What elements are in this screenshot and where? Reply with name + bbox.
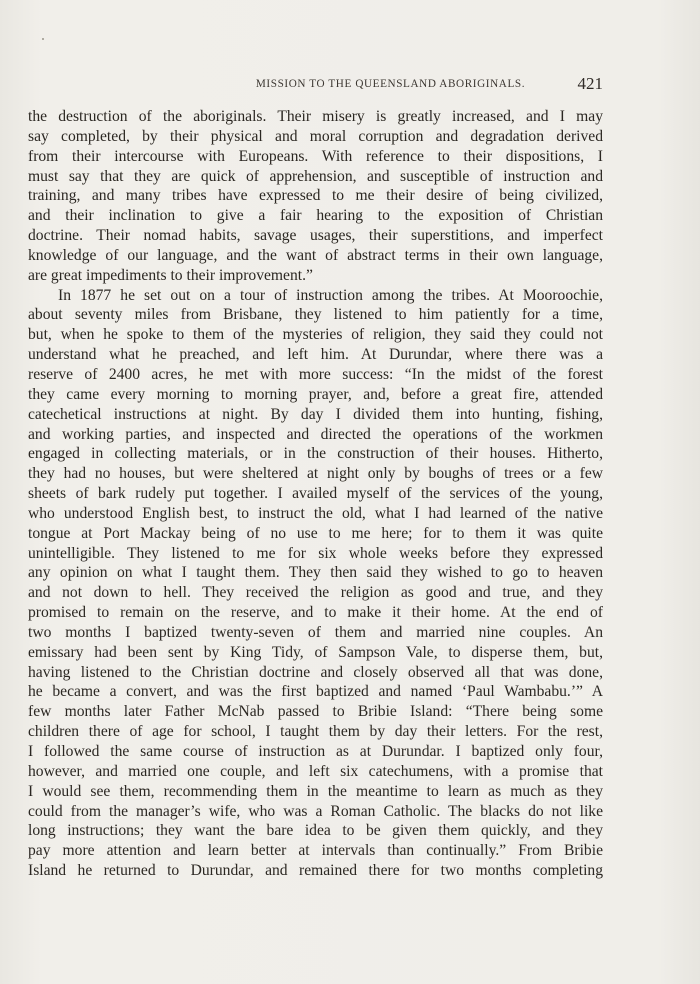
text-line: could from the manager’s wife, who was a Roman Catholic. The blacks do not like xyxy=(28,802,603,820)
text-line: tongue at Port Mackay being of no use to me here; for to them it was quite xyxy=(28,524,603,542)
text-line: pay more attention and learn better at intervals than continually.” From Bribie xyxy=(28,842,603,860)
text-line: knowledge of our language, and the want of abstract terms in their own language, xyxy=(28,246,603,264)
running-title: MISSION TO THE QUEENSLAND ABORIGINALS. xyxy=(255,78,526,90)
text-line: I would see them, recommending them in the meantime to learn as much as they xyxy=(28,782,603,800)
text-line: doctrine. Their nomad habits, savage usages, their superstitions, and imperfect xyxy=(28,227,603,245)
text-line: children there of age for school, I taught them by day their letters. For the rest, xyxy=(28,723,603,741)
paper-speck xyxy=(42,38,44,40)
text-line: say completed, by their physical and moral corruption and degradation derived xyxy=(28,127,603,145)
text-line: few months later Father McNab passed to Bribie Island: “There being some xyxy=(28,703,603,721)
text-line: unintelligible. They listened to me for six whole weeks before they expressed xyxy=(28,544,603,562)
text-line: engaged in collecting materials, or in the construction of their houses. Hitherto, xyxy=(28,445,603,463)
body-text xyxy=(28,107,603,881)
page-header xyxy=(28,74,603,96)
text-line: long instructions; they want the bare idea to be given them quickly, and they xyxy=(28,822,603,840)
text-line: catechetical instructions at night. By day I divided them into hunting, fishing, xyxy=(28,405,603,423)
text-line: from their intercourse with Europeans. With reference to their dispositions, I xyxy=(28,147,603,165)
text-line: sheets of bark rudely put together. I availed myself of the services of the young, xyxy=(28,485,603,503)
text-line: having listened to the Christian doctrine and closely observed all that was done, xyxy=(28,663,603,681)
text-line: understand what he preached, and left him. At Durundar, where there was a xyxy=(28,346,603,364)
text-line: In 1877 he set out on a tour of instruction among the tribes. At Mooroochie, xyxy=(58,286,603,304)
text-line: and their inclination to give a fair hearing to the exposition of Christian xyxy=(28,207,603,225)
text-line: the destruction of the aboriginals. Their misery is greatly increased, and I may xyxy=(28,108,603,125)
text-line: however, and married one couple, and left six catechumens, with a promise that xyxy=(28,762,603,780)
text-line: promised to remain on the reserve, and to make it their home. At the end of xyxy=(28,604,603,622)
text-line: reserve of 2400 acres, he met with more success: “In the midst of the forest xyxy=(28,365,603,383)
text-line: training, and many tribes have expressed to me their desire of being civilized, xyxy=(28,187,603,205)
text-line: they came every morning to morning prayer, and, before a great fire, attended xyxy=(28,385,603,403)
text-line: two months I baptized twenty-seven of them and married nine couples. An xyxy=(28,623,603,641)
text-line: about seventy miles from Brisbane, they listened to him patiently for a time, xyxy=(28,306,603,324)
text-line: they had no houses, but were sheltered at night only by boughs of trees or a few xyxy=(28,465,603,483)
text-line: I followed the same course of instruction as at Durundar. I baptized only four, xyxy=(28,743,603,760)
text-line: but, when he spoke to them of the mysteries of religion, they said they could not xyxy=(28,326,603,344)
text-line: must say that they are quick of apprehension, and susceptible of instruction and xyxy=(28,167,603,185)
text-line: Island he returned to Durundar, and remained there for two months completing xyxy=(28,862,603,880)
text-line: and not down to hell. They received the religion as good and true, and they xyxy=(28,584,603,602)
text-line: he became a convert, and was the first baptized and named ‘Paul Wambabu.’” A xyxy=(28,683,603,701)
text-line: who understood English best, to instruct the old, what I had learned of the native xyxy=(28,504,603,522)
text-line: emissary had been sent by King Tidy, of Sampson Vale, to disperse them, but, xyxy=(28,643,603,661)
page-number: 421 xyxy=(577,74,603,93)
text-line: are great impediments to their improvement.” xyxy=(28,266,313,284)
text-line: and working parties, and inspected and directed the operations of the workmen xyxy=(28,425,603,443)
text-line: any opinion on what I taught them. They then said they wished to go to heaven xyxy=(28,564,603,582)
